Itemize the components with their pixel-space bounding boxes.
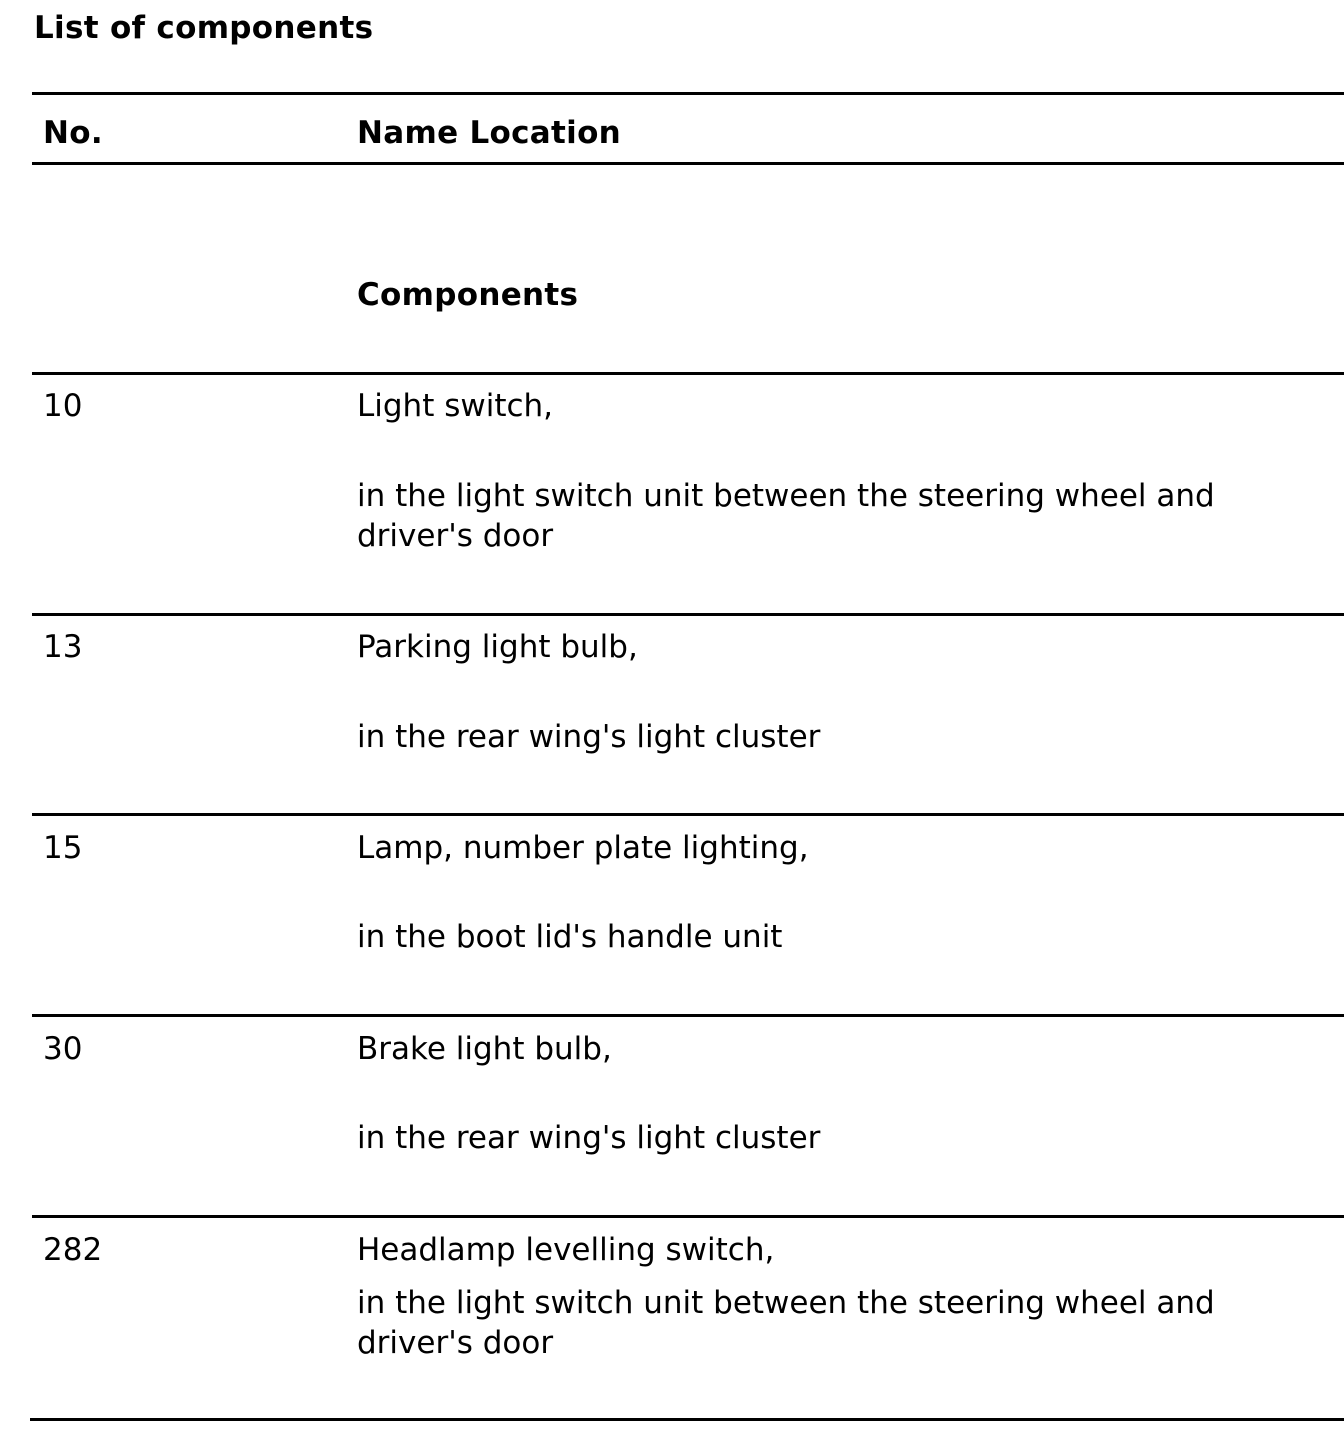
section-label: Components bbox=[357, 277, 579, 313]
row-name: Brake light bulb, bbox=[357, 1031, 612, 1067]
row-location: in the boot lid's handle unit bbox=[357, 919, 783, 955]
row-location: in the rear wing's light cluster bbox=[357, 1120, 821, 1156]
row-name: Lamp, number plate lighting, bbox=[357, 830, 809, 866]
row-location: in the light switch unit between the steering wheel and driver's door bbox=[357, 478, 1215, 554]
row-divider bbox=[32, 1215, 1344, 1218]
row-name: Parking light bulb, bbox=[357, 629, 638, 665]
document-title: List of components bbox=[34, 10, 374, 46]
row-name: Headlamp levelling switch, bbox=[357, 1232, 775, 1268]
row-name: Light switch, bbox=[357, 388, 554, 424]
row-divider bbox=[32, 813, 1344, 816]
row-number: 10 bbox=[43, 388, 83, 424]
header-no: No. bbox=[43, 115, 103, 151]
row-number: 15 bbox=[43, 830, 83, 866]
table-bottom-rule bbox=[30, 1418, 1344, 1421]
row-divider bbox=[32, 1014, 1344, 1017]
row-divider bbox=[32, 372, 1344, 375]
row-number: 282 bbox=[43, 1232, 103, 1268]
row-location: in the light switch unit between the steering wheel and driver's door bbox=[357, 1285, 1215, 1361]
row-location: in the rear wing's light cluster bbox=[357, 719, 821, 755]
header-name-location: Name Location bbox=[357, 115, 622, 151]
row-divider bbox=[32, 613, 1344, 616]
header-bottom-rule bbox=[32, 162, 1344, 165]
row-number: 13 bbox=[43, 629, 83, 665]
table-top-rule bbox=[32, 92, 1344, 95]
row-number: 30 bbox=[43, 1031, 83, 1067]
